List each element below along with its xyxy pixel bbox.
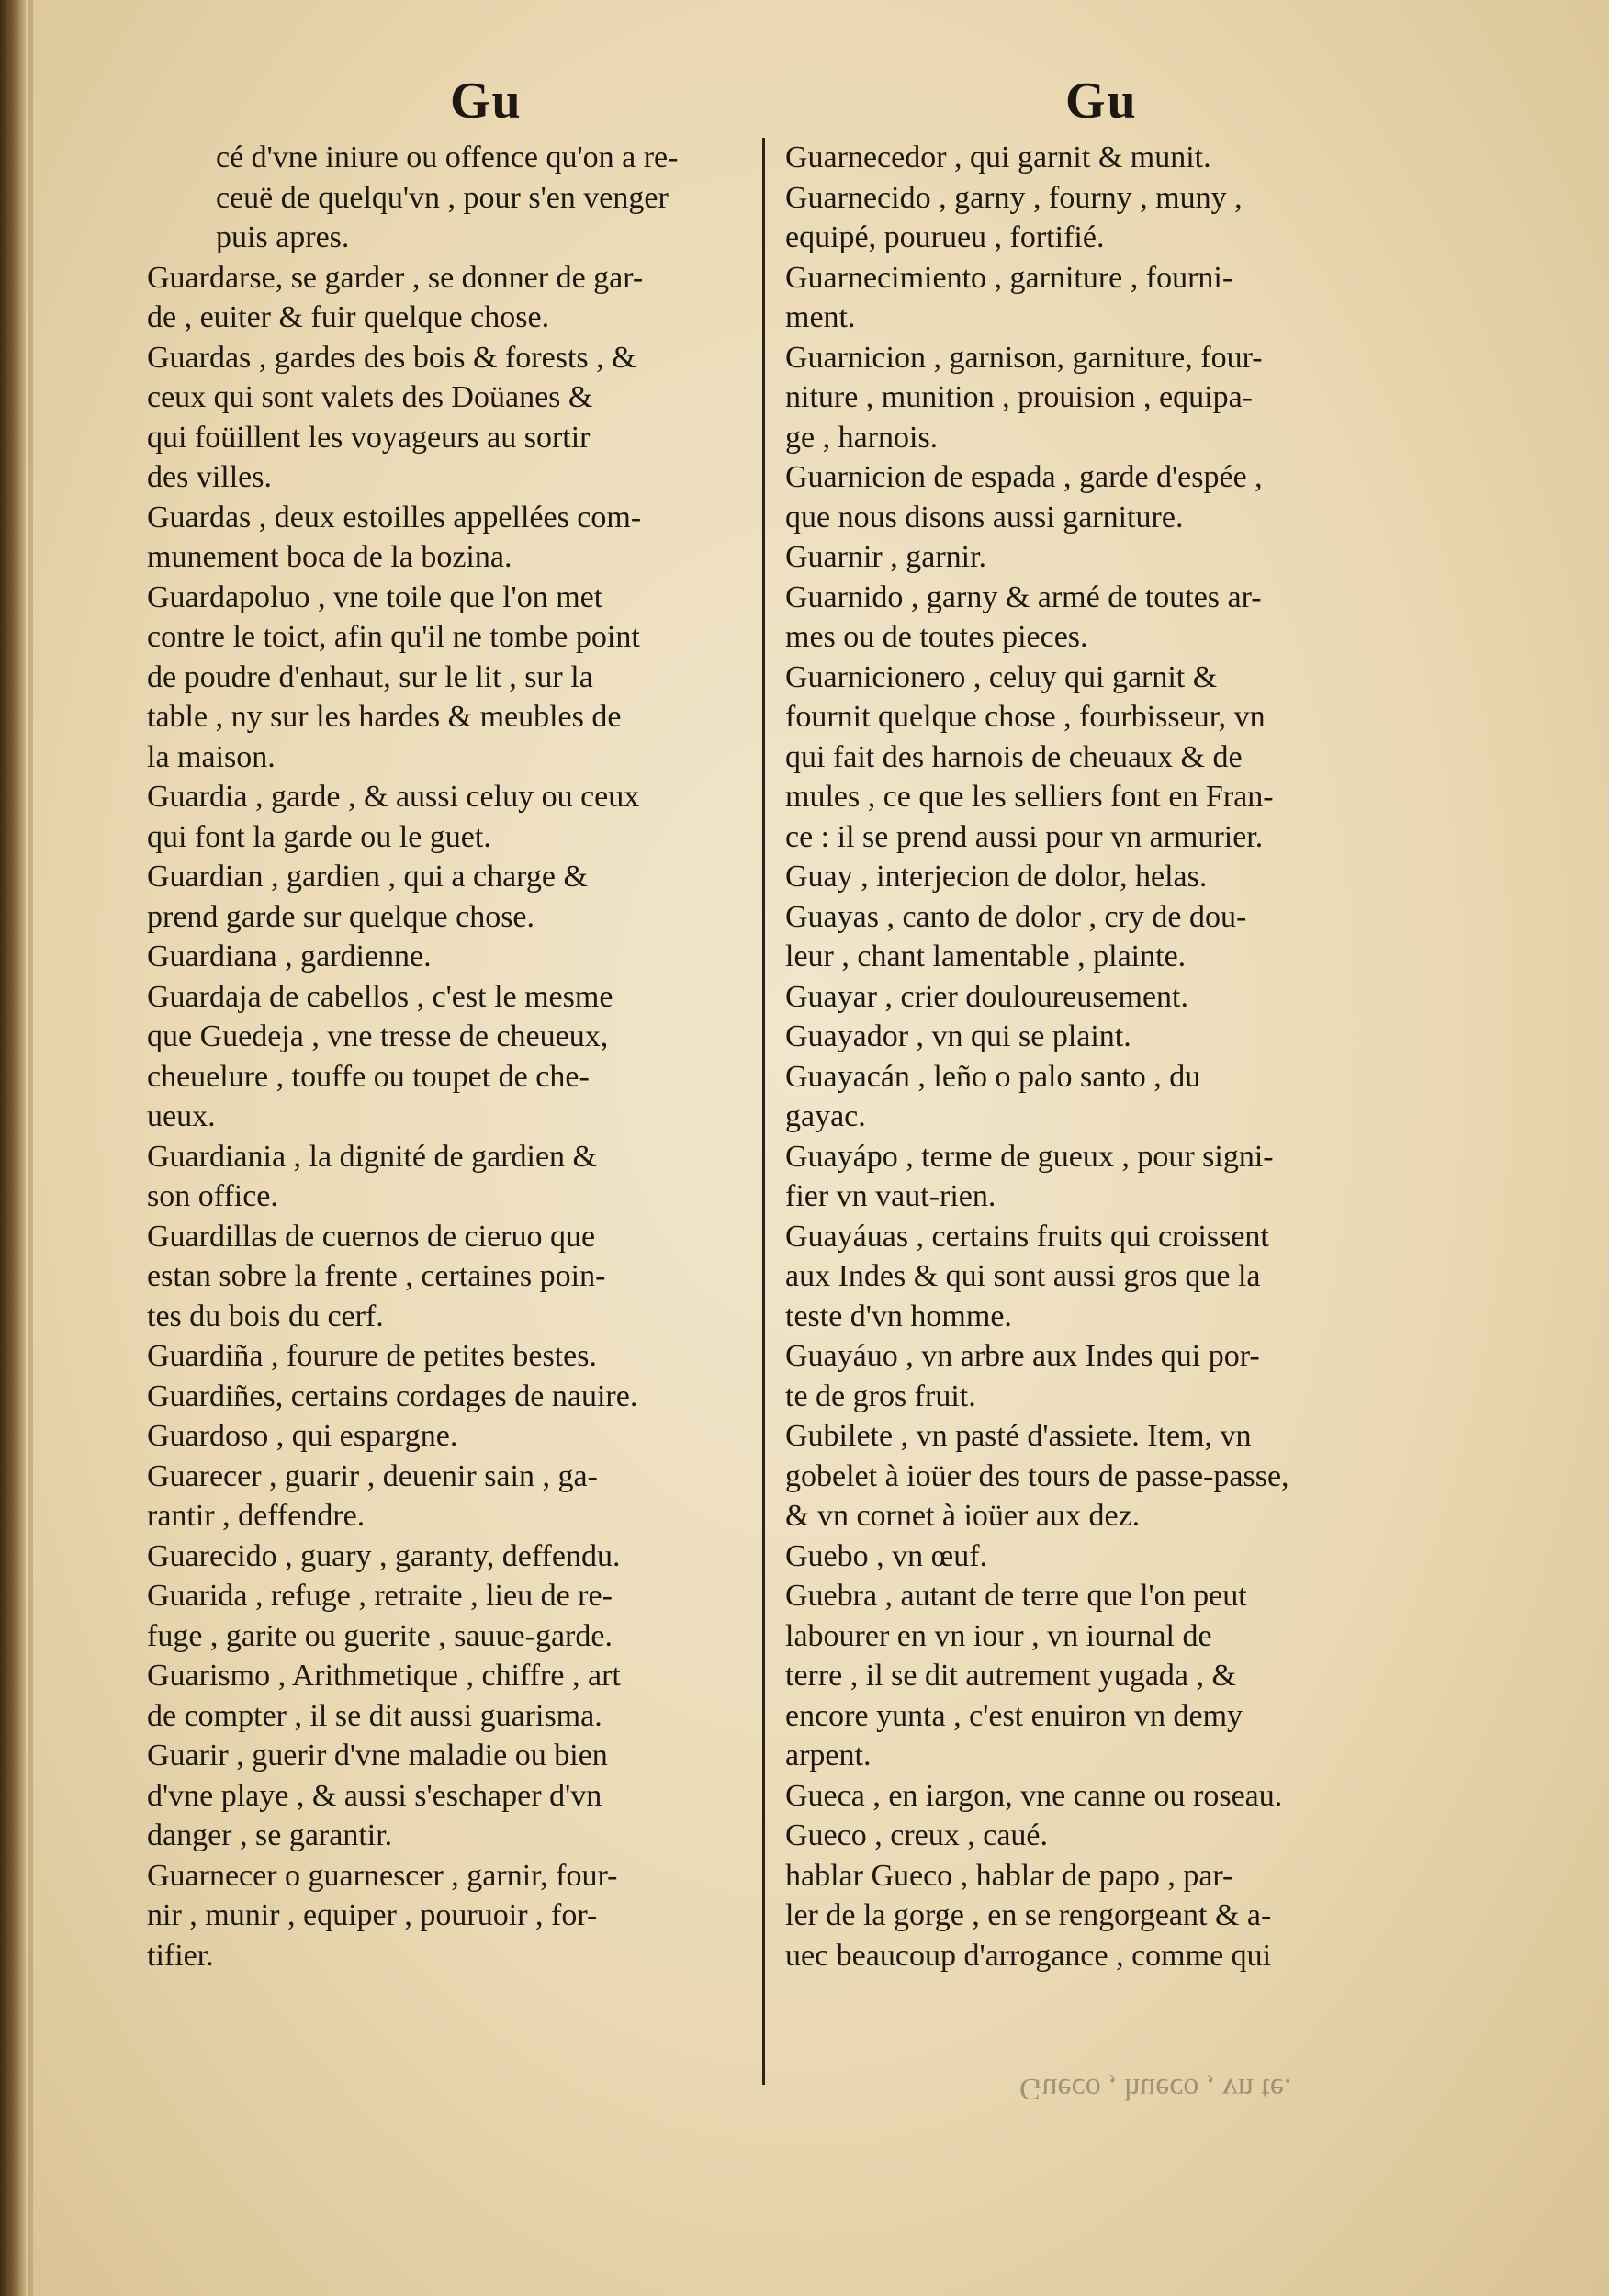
entry-line: qui fait des harnois de cheuaux & de <box>785 739 1243 774</box>
dictionary-entry <box>147 1377 753 1417</box>
entry-line: labourer en vn iour , vn iournal de <box>785 1618 1212 1653</box>
dictionary-entry <box>147 1217 753 1337</box>
entry-line: Gueco , creux , caué. <box>785 1818 1049 1852</box>
entry-line: Guayas , canto de dolor , cry de dou- <box>785 899 1247 934</box>
entry-line: nir , munir , equiper , pouruoir , for- <box>147 1898 598 1932</box>
entry-line: Guardiana , gardienne. <box>147 940 432 974</box>
dictionary-entry <box>147 1137 753 1217</box>
dictionary-entry <box>785 1057 1419 1137</box>
running-head-right: Gu <box>1065 73 1138 129</box>
book-binding-edge <box>0 0 26 2296</box>
entry-line: te de gros fruit. <box>785 1379 976 1413</box>
entry-line: Guardas , gardes des bois & forests , & <box>147 340 636 375</box>
left-column <box>147 138 753 1975</box>
dictionary-entry <box>147 1536 753 1577</box>
entry-line: gayac. <box>785 1099 866 1133</box>
entry-line: de compter , il se dit aussi guarisma. <box>147 1698 602 1733</box>
entry-line: table , ny sur les hardes & meubles de <box>147 700 622 734</box>
entry-line: fier vn vaut-rien. <box>785 1179 996 1213</box>
column-divider <box>762 138 765 2085</box>
entry-line: ceux qui sont valets des Doüanes & <box>147 380 593 414</box>
dictionary-entry <box>785 178 1419 258</box>
entry-line: fuge , garite ou guerite , sauue-garde. <box>147 1618 613 1653</box>
entry-line: munement boca de la bozina. <box>147 540 512 574</box>
dictionary-entry <box>785 1536 1419 1577</box>
dictionary-entry <box>785 1776 1419 1817</box>
entry-line: Guardoso , qui espargne. <box>147 1419 458 1453</box>
entry-line: de poudre d'enhaut, sur le lit , sur la <box>147 659 593 694</box>
dictionary-entry <box>785 578 1419 658</box>
entry-line: Guarnecimiento , garniture , fourni- <box>785 260 1233 295</box>
entry-line: rantir , deffendre. <box>147 1499 366 1533</box>
entry-line: Gubilete , vn pasté d'assiete. Item, vn <box>785 1419 1252 1453</box>
entry-line: teste d'vn homme. <box>785 1299 1012 1334</box>
entry-line: Guarnecedor , qui garnit & munit. <box>785 141 1211 174</box>
entry-line: gobelet à ioüer des tours de passe-passe, <box>785 1458 1289 1493</box>
dictionary-entry <box>147 578 753 778</box>
entry-line: Guardas , deux estoilles appellées com- <box>147 500 642 535</box>
entry-line: Guayáuas , certains fruits qui croissent <box>785 1219 1269 1254</box>
dictionary-entry <box>785 258 1419 338</box>
dictionary-entry <box>785 1856 1419 1976</box>
dictionary-entry <box>785 1017 1419 1057</box>
dictionary-entry <box>147 338 753 498</box>
entry-line: son office. <box>147 1179 278 1213</box>
entry-line: equipé, pourueu , fortifié. <box>785 220 1105 254</box>
entry-line: Guardillas de cuernos de cieruo que <box>147 1219 596 1254</box>
entry-line: Guarnicion de espada , garde d'espée , <box>785 460 1263 494</box>
entry-line: hablar Gueco , hablar de papo , par- <box>785 1858 1233 1893</box>
entry-line: Guarecido , guary , garanty, deffendu. <box>147 1538 621 1573</box>
entry-line: ment. <box>785 300 856 334</box>
dictionary-entry <box>147 1457 753 1536</box>
dictionary-entry <box>147 138 753 258</box>
dictionary-entry <box>147 1336 753 1377</box>
entry-line: ueux. <box>147 1099 216 1133</box>
entry-line: Guebo , vn œuf. <box>785 1538 988 1573</box>
entry-line: puis apres. <box>216 220 350 254</box>
entry-line: mules , ce que les selliers font en Fran- <box>785 780 1274 814</box>
dictionary-entry <box>785 977 1419 1018</box>
entry-line: aux Indes & qui sont aussi gros que la <box>785 1259 1261 1293</box>
entry-line: ceuë de quelqu'vn , pour s'en venger <box>216 180 669 215</box>
entry-line: Guayar , crier douloureusement. <box>785 979 1188 1014</box>
entry-line: Guardapoluo , vne toile que l'on met <box>147 580 603 614</box>
dictionary-entry <box>785 897 1419 977</box>
entry-line: tifier. <box>147 1938 214 1973</box>
dictionary-entry <box>785 537 1419 578</box>
entry-line: danger , se garantir. <box>147 1818 393 1852</box>
entry-line: Guarnicion , garnison, garniture, four- <box>785 340 1263 375</box>
entry-line: niture , munition , prouision , equipa- <box>785 380 1253 414</box>
entry-line: Guarnecer o guarnescer , garnir, four- <box>147 1858 618 1893</box>
entry-line: contre le toict, afin qu'il ne tombe point <box>147 620 640 654</box>
entry-line: Guarnecido , garny , fourny , muny , <box>785 180 1243 215</box>
entry-line: arpent. <box>785 1739 872 1773</box>
dictionary-entry <box>785 457 1419 537</box>
entry-line: Guarida , refuge , retraite , lieu de re- <box>147 1579 613 1613</box>
entry-line: Guarnir , garnir. <box>785 540 987 574</box>
entry-line: Guardiña , fourure de petites bestes. <box>147 1339 597 1373</box>
running-head-left: Gu <box>450 73 523 129</box>
entry-line: fournit quelque chose , fourbisseur, vn <box>785 700 1266 734</box>
entry-line: mes ou de toutes pieces. <box>785 620 1088 654</box>
dictionary-entry <box>785 1336 1419 1416</box>
entry-line: de , euiter & fuir quelque chose. <box>147 300 550 334</box>
entry-line: & vn cornet à ioüer aux dez. <box>785 1499 1141 1533</box>
dictionary-entry <box>147 1736 753 1856</box>
entry-line: Guarnido , garny & armé de toutes ar- <box>785 580 1262 614</box>
entry-line: tes du bois du cerf. <box>147 1299 384 1334</box>
dictionary-entry <box>147 498 753 578</box>
dictionary-entry <box>785 1576 1419 1776</box>
dictionary-entry <box>785 857 1419 897</box>
dictionary-entry <box>785 338 1419 458</box>
entry-line: ler de la gorge , en se rengorgeant & a- <box>785 1898 1272 1932</box>
dictionary-entry <box>147 258 753 338</box>
dictionary-entry <box>785 658 1419 858</box>
entry-line: Guayápo , terme de gueux , pour signi- <box>785 1139 1274 1174</box>
entry-line: cé d'vne iniure ou offence qu'on a re- <box>216 141 679 174</box>
entry-line: d'vne playe , & aussi s'eschaper d'vn <box>147 1778 602 1813</box>
entry-line: que nous disons aussi garniture. <box>785 500 1184 535</box>
entry-line: Guarismo , Arithmetique , chiffre , art <box>147 1659 621 1693</box>
entry-line: qui font la garde ou le guet. <box>147 819 491 854</box>
entry-line: la maison. <box>147 739 276 774</box>
dictionary-entry <box>147 1656 753 1736</box>
entry-line: prend garde sur quelque chose. <box>147 899 535 934</box>
entry-line: estan sobre la frente , certaines poin- <box>147 1259 606 1293</box>
dictionary-entry <box>785 138 1419 178</box>
entry-line: cheuelure , touffe ou toupet de che- <box>147 1059 590 1094</box>
dictionary-entry <box>147 777 753 857</box>
dictionary-entry <box>147 1576 753 1656</box>
entry-line: des villes. <box>147 460 272 494</box>
entry-line: Guardarse, se garder , se donner de gar- <box>147 260 644 295</box>
entry-line: Guebra , autant de terre que l'on peut <box>785 1579 1247 1613</box>
entry-line: ce : il se prend aussi pour vn armurier. <box>785 819 1264 854</box>
dictionary-entry <box>147 977 753 1137</box>
entry-line: Guay , interjecion de dolor, helas. <box>785 860 1208 894</box>
dictionary-entry <box>785 1816 1419 1856</box>
dictionary-entry <box>147 857 753 937</box>
dictionary-entry <box>785 1137 1419 1217</box>
dictionary-entry <box>785 1217 1419 1337</box>
entry-line: Guayacán , leño o palo santo , du <box>785 1059 1201 1094</box>
entry-line: Guardaja de cabellos , c'est le mesme <box>147 979 613 1014</box>
right-column <box>785 138 1419 1975</box>
page-gutter-shadow <box>28 0 33 2296</box>
entry-line: Guardian , gardien , qui a charge & <box>147 860 588 894</box>
entry-line: Guardiania , la dignité de gardien & <box>147 1139 597 1174</box>
dictionary-entry <box>147 1856 753 1976</box>
entry-line: Guayador , vn qui se plaint. <box>785 1019 1131 1053</box>
entry-line: terre , il se dit autrement yugada , & <box>785 1659 1236 1693</box>
entry-line: Guardiñes, certains cordages de nauire. <box>147 1379 638 1413</box>
dictionary-entry <box>147 937 753 977</box>
entry-line: Guarnicionero , celuy qui garnit & <box>785 659 1218 694</box>
entry-line: Guarir , guerir d'vne maladie ou bien <box>147 1739 608 1773</box>
entry-line: qui foüillent les voyageurs au sortir <box>147 420 591 455</box>
dictionary-entry <box>785 1416 1419 1536</box>
entry-line: Guarecer , guarir , deuenir sain , ga- <box>147 1458 598 1493</box>
entry-line: leur , chant lamentable , plainte. <box>785 940 1187 974</box>
entry-line: encore yunta , c'est enuiron vn demy <box>785 1698 1243 1733</box>
entry-line: Gueca , en iargon, vne canne ou roseau. <box>785 1778 1283 1813</box>
dictionary-entry <box>147 1416 753 1457</box>
entry-line: uec beaucoup d'arrogance , comme qui <box>785 1938 1272 1973</box>
entry-line: ge , harnois. <box>785 420 939 455</box>
entry-line: Guayáuo , vn arbre aux Indes qui por- <box>785 1339 1260 1373</box>
entry-line: que Guedeja , vne tresse de cheueux, <box>147 1019 609 1053</box>
bleed-through-text: Gueco , hueco , vn te. <box>1019 2072 1292 2106</box>
entry-line: Guardia , garde , & aussi celuy ou ceux <box>147 780 640 814</box>
